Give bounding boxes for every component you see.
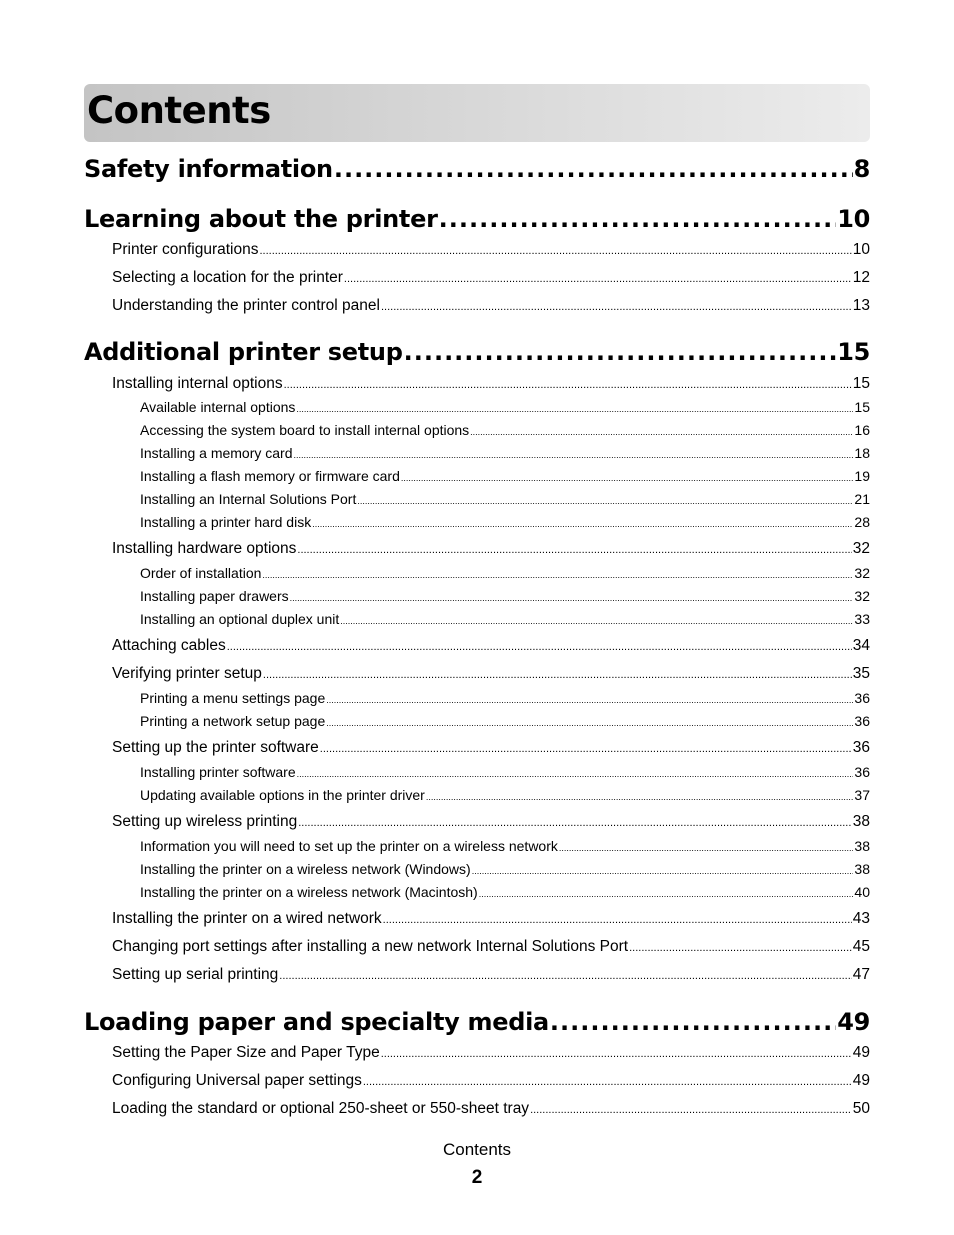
toc-entry-level-3[interactable]	[140, 690, 870, 706]
toc-dot-leader	[297, 769, 854, 779]
toc-entry-title: Installing an Internal Solutions Port	[140, 491, 357, 507]
toc-entry-title: Installing a printer hard disk	[140, 514, 312, 530]
toc-entry-title: Selecting a location for the printer	[112, 269, 343, 286]
toc-entry-level-3[interactable]	[140, 787, 870, 803]
toc-entry-page-number: 49	[852, 1072, 870, 1089]
toc-dot-leader	[404, 338, 837, 366]
toc-entry-page-number: 49	[837, 1008, 870, 1036]
toc-entry-title: Safety information	[84, 155, 333, 183]
toc-dot-leader	[426, 792, 854, 802]
toc-dot-leader	[357, 496, 853, 506]
toc-entry-page-number: 28	[854, 514, 870, 530]
toc-entry-page-number: 16	[854, 422, 870, 438]
toc-dot-leader	[297, 544, 851, 556]
toc-entry-page-number: 33	[854, 611, 870, 627]
toc-dot-leader	[227, 641, 852, 653]
toc-entry-level-3[interactable]	[140, 588, 870, 604]
toc-entry-level-2[interactable]	[112, 910, 870, 928]
toc-entry-page-number: 21	[854, 491, 870, 507]
toc-entry-title: Installing printer software	[140, 764, 296, 780]
toc-entry-level-2[interactable]	[112, 1100, 870, 1118]
footer-page-number: 2	[471, 1167, 483, 1188]
toc-entry-title: Order of installation	[140, 565, 262, 581]
toc-entry-title: Installing the printer on a wired network	[112, 910, 382, 927]
toc-entry-page-number: 15	[852, 375, 870, 392]
toc-dot-leader	[479, 889, 854, 899]
toc-dot-leader	[263, 669, 852, 681]
toc-entry-level-2[interactable]	[112, 813, 870, 831]
title-banner	[84, 84, 870, 142]
toc-dot-leader	[470, 427, 853, 437]
toc-entry-page-number: 40	[854, 884, 870, 900]
toc-entry-page-number: 32	[854, 588, 870, 604]
toc-entry-page-number: 45	[852, 938, 870, 955]
toc-entry-page-number: 18	[854, 445, 870, 461]
toc-dot-leader	[326, 695, 853, 705]
toc-entry-title: Setting up serial printing	[112, 966, 279, 983]
toc-entry-level-3[interactable]	[140, 514, 870, 530]
toc-entry-title: Understanding the printer control panel	[112, 297, 380, 314]
toc-entry-level-2[interactable]	[112, 966, 870, 984]
toc-dot-leader	[320, 743, 852, 755]
toc-entry-title: Setting the Paper Size and Paper Type	[112, 1044, 380, 1061]
toc-entry-page-number: 38	[852, 813, 870, 830]
toc-dot-leader	[472, 866, 854, 876]
toc-entry-level-2[interactable]	[112, 637, 870, 655]
footer-section-label: Contents	[442, 1140, 512, 1159]
toc-entry-title: Printing a network setup page	[140, 713, 326, 729]
toc-entry-title: Installing internal options	[112, 375, 283, 392]
toc-entry-title: Configuring Universal paper settings	[112, 1072, 362, 1089]
toc-dot-leader	[401, 473, 854, 483]
toc-entry-page-number: 36	[854, 690, 870, 706]
toc-entry-page-number: 37	[854, 787, 870, 803]
toc-entry-level-2[interactable]	[112, 938, 870, 956]
toc-entry-level-2[interactable]	[112, 739, 870, 757]
toc-entry-level-2[interactable]	[112, 540, 870, 558]
toc-entry-page-number: 32	[854, 565, 870, 581]
toc-dot-leader	[312, 519, 853, 529]
toc-dot-leader	[559, 843, 854, 853]
toc-dot-leader	[290, 593, 854, 603]
toc-entry-title: Accessing the system board to install internal options	[140, 422, 470, 438]
toc-dot-leader	[294, 450, 854, 460]
toc-dot-leader	[550, 1008, 836, 1036]
toc-dot-leader	[298, 817, 852, 829]
toc-entry-page-number: 34	[852, 637, 870, 654]
toc-entry-level-3[interactable]	[140, 399, 870, 415]
toc-dot-leader	[344, 273, 852, 285]
toc-dot-leader	[381, 1048, 852, 1060]
toc-entry-page-number: 10	[852, 241, 870, 258]
toc-entry-level-3[interactable]	[140, 491, 870, 507]
toc-entry-page-number: 43	[852, 910, 870, 927]
toc-entry-title: Loading the standard or optional 250-sheet or 550-sheet tray	[112, 1100, 530, 1117]
toc-dot-leader	[381, 301, 852, 313]
toc-entry-level-1[interactable]	[84, 205, 870, 233]
toc-entry-page-number: 36	[852, 739, 870, 756]
toc-entry-level-3[interactable]	[140, 611, 870, 627]
toc-entry-title: Loading paper and specialty media	[84, 1008, 549, 1036]
toc-dot-leader	[284, 379, 852, 391]
toc-entry-level-1[interactable]	[84, 1008, 870, 1036]
toc-entry-title: Setting up the printer software	[112, 739, 319, 756]
toc-entry-title: Learning about the printer	[84, 205, 438, 233]
toc-entry-page-number: 19	[854, 468, 870, 484]
toc-entry-page-number: 50	[852, 1100, 870, 1117]
toc-entry-title: Information you will need to set up the printer on a wireless network	[140, 838, 558, 854]
toc-entry-title: Installing a flash memory or firmware card	[140, 468, 400, 484]
toc-entry-level-2[interactable]	[112, 241, 870, 259]
toc-entry-title: Installing hardware options	[112, 540, 297, 557]
toc-dot-leader	[340, 616, 853, 626]
toc-dot-leader	[383, 914, 852, 926]
toc-entry-title: Updating available options in the printer driver	[140, 787, 425, 803]
toc-entry-title: Setting up wireless printing	[112, 813, 298, 830]
toc-entry-title: Changing port settings after installing a new network Internal Solutions Port	[112, 938, 629, 955]
toc-dot-leader	[530, 1104, 852, 1116]
toc-entry-level-3[interactable]	[140, 468, 870, 484]
toc-entry-title: Printing a menu settings page	[140, 690, 326, 706]
toc-entry-level-2[interactable]	[112, 1044, 870, 1062]
toc-entry-level-2[interactable]	[112, 375, 870, 393]
toc-entry-page-number: 15	[854, 399, 870, 415]
toc-entry-page-number: 38	[854, 861, 870, 877]
toc-entry-level-3[interactable]	[140, 861, 870, 877]
toc-entry-page-number: 32	[852, 540, 870, 557]
toc-dot-leader	[334, 155, 853, 183]
toc-entry-level-2[interactable]	[112, 1072, 870, 1090]
toc-entry-title: Installing paper drawers	[140, 588, 289, 604]
toc-entry-level-3[interactable]	[140, 713, 870, 729]
toc-entry-page-number: 38	[854, 838, 870, 854]
toc-dot-leader	[439, 205, 837, 233]
toc-dot-leader	[262, 570, 853, 580]
toc-entry-page-number: 12	[852, 269, 870, 286]
toc-dot-leader	[326, 718, 853, 728]
toc-dot-leader	[259, 245, 851, 257]
toc-entry-level-3[interactable]	[140, 565, 870, 581]
toc-entry-title: Printer configurations	[112, 241, 259, 258]
toc-entry-level-3[interactable]	[140, 838, 870, 854]
toc-entry-level-3[interactable]	[140, 884, 870, 900]
toc-entry-page-number: 36	[854, 713, 870, 729]
toc-entry-page-number: 10	[837, 205, 870, 233]
toc-entry-level-2[interactable]	[112, 297, 870, 315]
toc-entry-level-1[interactable]	[84, 155, 870, 183]
toc-entry-level-2[interactable]	[112, 665, 870, 683]
toc-entry-page-number: 13	[852, 297, 870, 314]
toc-entry-title: Installing a memory card	[140, 445, 293, 461]
toc-entry-title: Verifying printer setup	[112, 665, 262, 682]
toc-entry-title: Attaching cables	[112, 637, 226, 654]
toc-entry-level-3[interactable]	[140, 445, 870, 461]
toc-entry-page-number: 47	[852, 966, 870, 983]
toc-dot-leader	[296, 404, 853, 414]
toc-dot-leader	[363, 1076, 852, 1088]
toc-entry-title: Installing the printer on a wireless network (Windows)	[140, 861, 471, 877]
page-title: Contents	[87, 89, 271, 132]
toc-entry-title: Installing the printer on a wireless network (Macintosh)	[140, 884, 478, 900]
toc-entry-level-3[interactable]	[140, 422, 870, 438]
toc-entry-page-number: 35	[852, 665, 870, 682]
toc-entry-page-number: 49	[852, 1044, 870, 1061]
toc-entry-level-2[interactable]	[112, 269, 870, 287]
toc-entry-title: Additional printer setup	[84, 338, 403, 366]
toc-entry-page-number: 36	[854, 764, 870, 780]
toc-entry-title: Installing an optional duplex unit	[140, 611, 340, 627]
toc-entry-page-number: 8	[853, 155, 870, 183]
toc-dot-leader	[279, 970, 851, 982]
toc-entry-level-1[interactable]	[84, 338, 870, 366]
toc-entry-title: Available internal options	[140, 399, 296, 415]
toc-dot-leader	[629, 942, 852, 954]
toc-entry-level-3[interactable]	[140, 764, 870, 780]
toc-entry-page-number: 15	[837, 338, 870, 366]
